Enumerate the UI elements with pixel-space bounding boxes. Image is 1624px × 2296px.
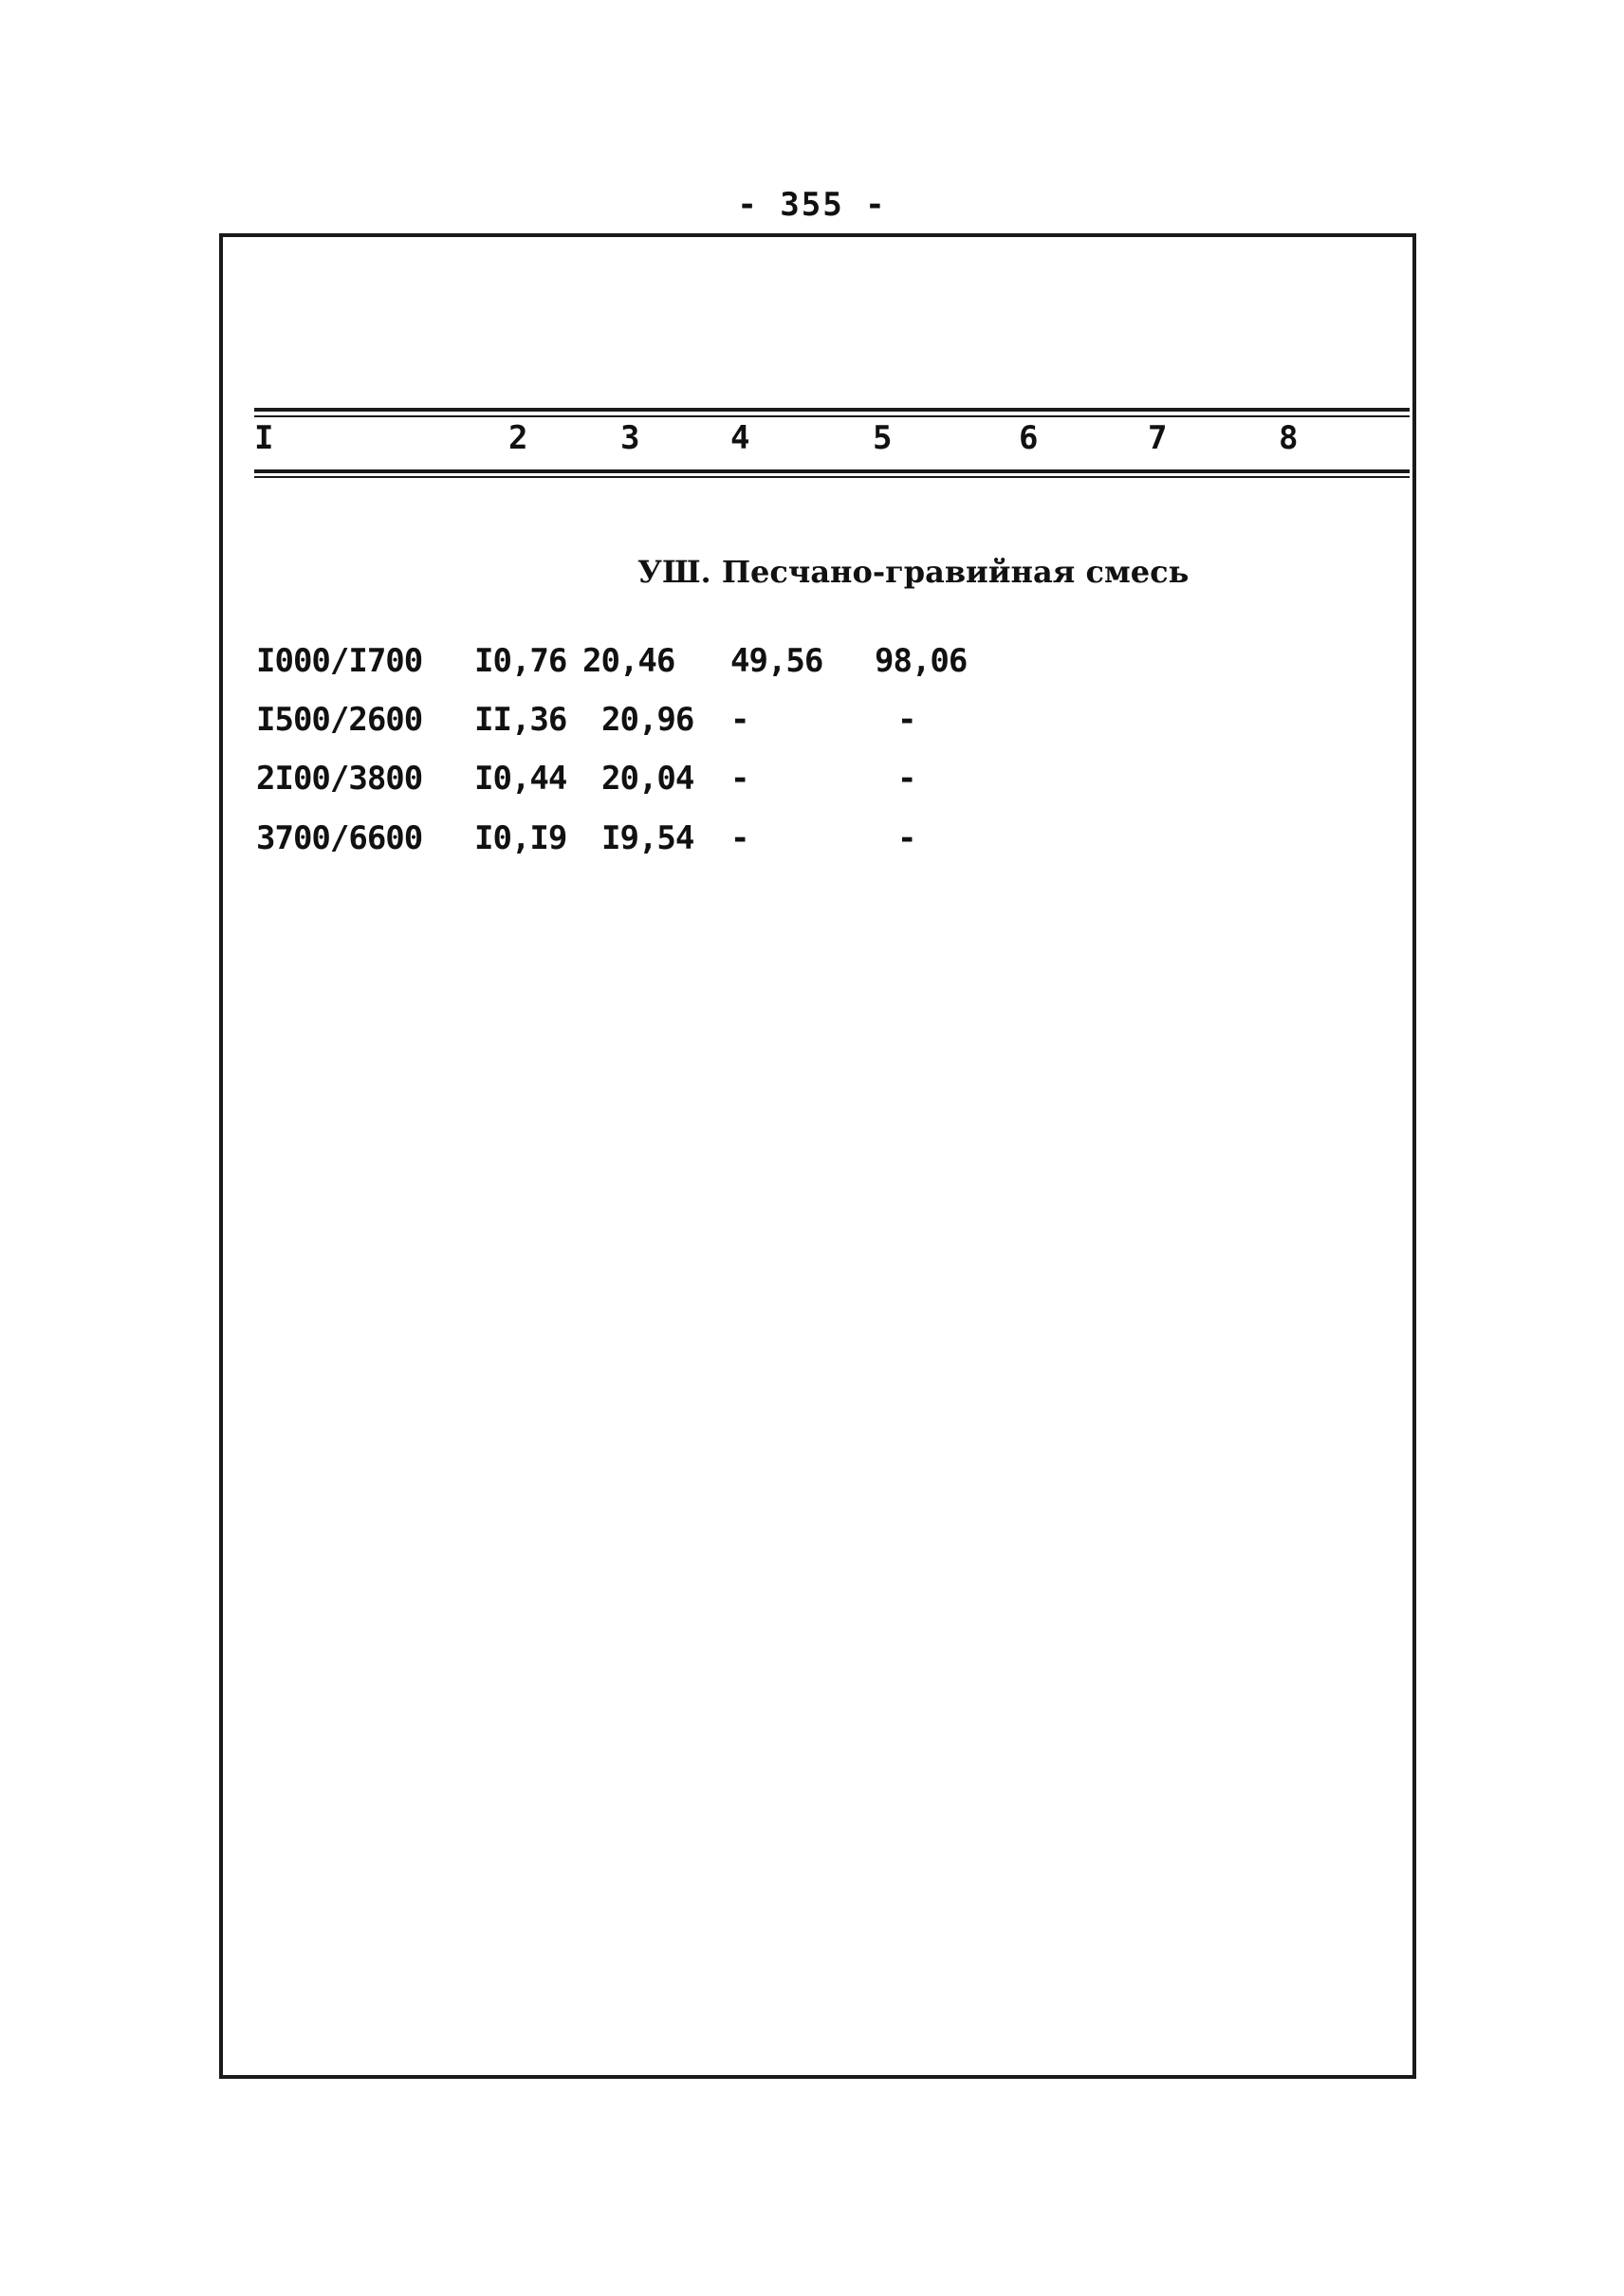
column-number: 5 xyxy=(873,419,893,457)
header-bottom-rule xyxy=(254,469,1410,473)
table-cell: I000/I700 xyxy=(256,642,423,680)
header-bottom-rule-thin xyxy=(254,476,1410,478)
section-title: УШ. Песчано-гравийная смесь xyxy=(637,554,1190,590)
table-cell: - xyxy=(897,701,916,739)
table-cell: - xyxy=(897,760,916,798)
column-number: 4 xyxy=(730,419,750,457)
table-cell: 49,56 xyxy=(730,642,823,680)
header-top-rule-thin xyxy=(254,415,1410,417)
table-cell: - xyxy=(730,701,749,739)
table-cell: I9,54 xyxy=(601,819,694,857)
column-number: 7 xyxy=(1148,419,1168,457)
table-cell: I500/2600 xyxy=(256,701,423,739)
column-number: I xyxy=(254,419,274,457)
table-cell: 98,06 xyxy=(875,642,968,680)
table-frame xyxy=(219,233,1416,2079)
table-cell: - xyxy=(730,760,749,798)
column-number: 6 xyxy=(1019,419,1039,457)
table-cell: I0,76 xyxy=(474,642,567,680)
table-cell: I0,I9 xyxy=(474,819,567,857)
page-number: - 355 - xyxy=(737,186,887,224)
column-number: 8 xyxy=(1279,419,1299,457)
table-cell: 20,96 xyxy=(601,701,694,739)
table-cell: 20,46 xyxy=(582,642,675,680)
table-cell: 20,04 xyxy=(601,760,694,798)
table-cell: II,36 xyxy=(474,701,567,739)
header-top-rule xyxy=(254,408,1410,412)
table-cell: - xyxy=(730,819,749,857)
table-cell: 3700/6600 xyxy=(256,819,423,857)
column-number: 2 xyxy=(508,419,528,457)
table-cell: 2I00/3800 xyxy=(256,760,423,798)
table-cell: I0,44 xyxy=(474,760,567,798)
column-number: 3 xyxy=(620,419,640,457)
table-cell: - xyxy=(897,819,916,857)
